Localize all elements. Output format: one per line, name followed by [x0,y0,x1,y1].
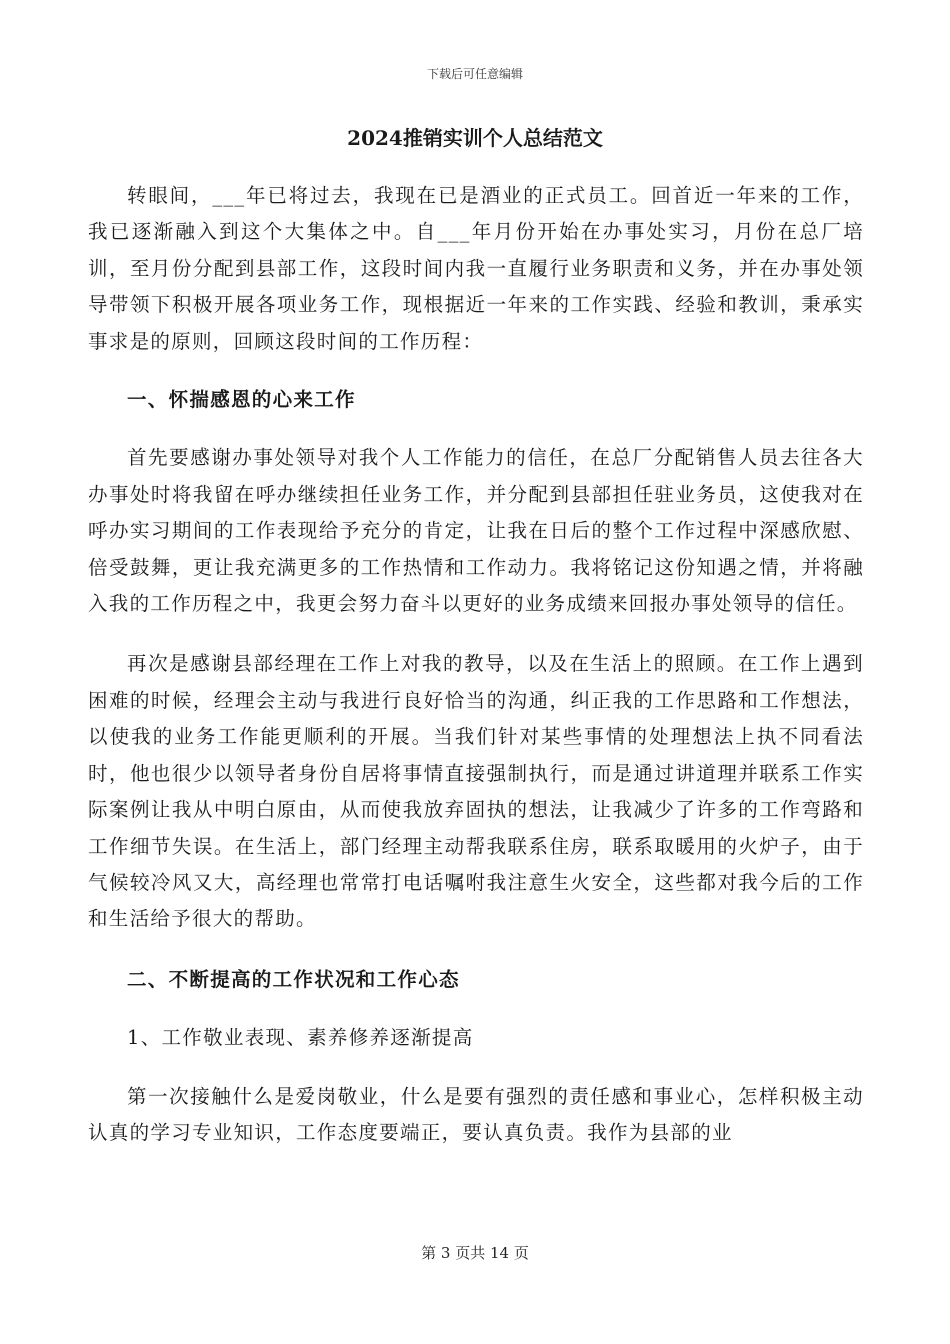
section-2-subheading: 1、工作敬业表现、素养修养逐渐提高 [127,1026,474,1050]
page-number: 第 3 页共 14 页 [421,1244,529,1262]
section-1-heading: 一、怀揣感恩的心来工作 [127,388,356,412]
document-title: 2024推销实训个人总结范文 [347,126,603,150]
section-1-paragraph-2: 再次是感谢县部经理在工作上对我的教导，以及在生活上的照顾。在工作上遇到困难的时候，经理会主动与我进行良好恰当的沟通，纠正我的工作思路和工作想法，以使我的业务工作能更顺利的开展。当我们针对某些事情的处理想法上执不同看法时，他也很少以领导者身份自居将事情直接强制执行，而是通过讲道理并联系工作实际案例让我从中明白原由，从而使我放弃固执的想法，让我减少了许多的工作弯路和工作细节失误。在生活上，部门经理主动帮我联系住房，联系取暖用的火炉子，由于气候较冷风又大，高经理也常常打电话嘱咐我注意生火安全，这些都对我今后的工作和生活给予很大的帮助。 [88,652,864,931]
section-1-paragraph-1: 首先要感谢办事处领导对我个人工作能力的信任，在总厂分配销售人员去往各大办事处时将我留在呼办继续担任业务工作，并分配到县部担任驻业务员，这使我对在呼办实习期间的工作表现给予充分的肯定，让我在日后的整个工作过程中深感欣慰、倍受鼓舞，更让我充满更多的工作热情和工作动力。我将铭记这份知遇之情，并将融入我的工作历程之中，我更会努力奋斗以更好的业务成绩来回报办事处领导的信任。 [88,446,864,616]
intro-paragraph: 转眼间，___年已将过去，我现在已是酒业的正式员工。回首近一年来的工作，我已逐渐融入到这个大集体之中。自___年月份开始在办事处实习，月份在总厂培训，至月份分配到县部工作，这段时间内我一直履行业务职责和义务，并在办事处领导带领下积极开展各项业务工作，现根据近一年来的工作实践、经验和教训，秉承实事求是的原则，回顾这段时间的工作历程： [88,184,864,353]
header-note: 下载后可任意编辑 [426,67,523,81]
section-2-paragraph-1: 第一次接触什么是爱岗敬业，什么是要有强烈的责任感和事业心，怎样积极主动认真的学习专业知识，工作态度要端正，要认真负责。我作为县部的业 [88,1084,864,1144]
section-2-heading: 二、不断提高的工作状况和工作心态 [127,967,460,991]
document-body [88,178,864,1151]
